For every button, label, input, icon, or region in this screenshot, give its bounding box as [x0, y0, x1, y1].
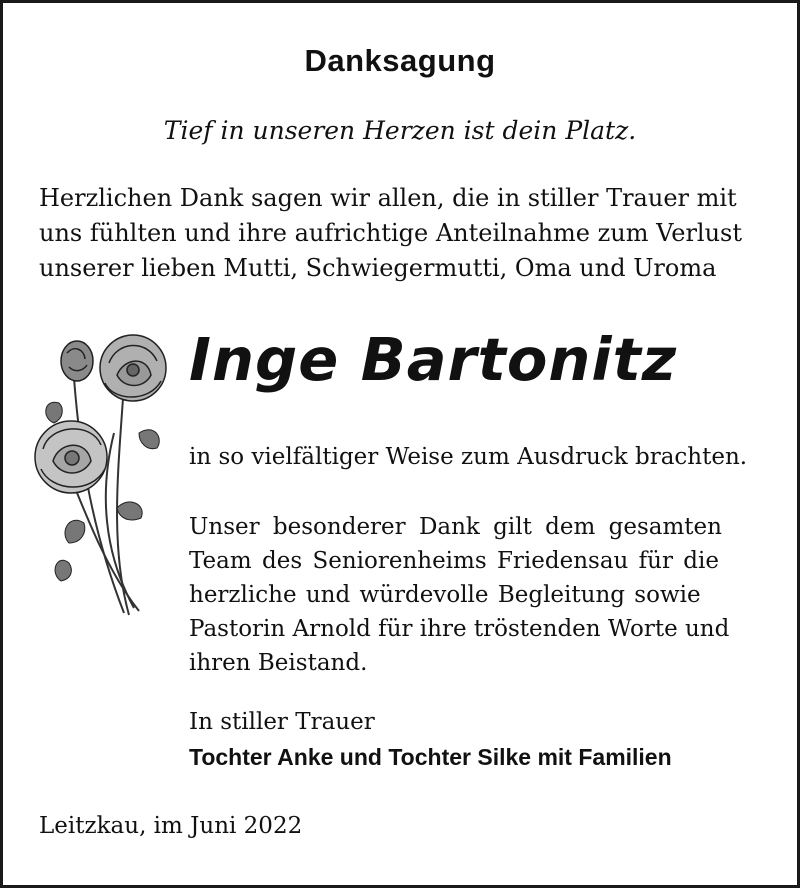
signature-names: Tochter Anke und Tochter Silke mit Familien — [189, 744, 672, 770]
roses-illustration — [29, 323, 179, 623]
intro-line: uns fühlten und ihre aufrichtige Anteilnahme zum Verlust — [39, 219, 743, 247]
thanks-line: ihren Beistand. — [189, 650, 368, 676]
thanks-line: Pastorin Arnold für ihre tröstenden Worte und — [189, 616, 730, 642]
thanks-line: herzliche und würdevolle Begleitung sowie — [189, 582, 701, 608]
deceased-name: Inge Bartonitz — [189, 325, 678, 394]
intro-line: Herzlichen Dank sagen wir allen, die in stiller Trauer mit — [39, 184, 737, 212]
motto: Tief in unseren Herzen ist dein Platz. — [163, 116, 637, 145]
intro-paragraph — [39, 181, 769, 286]
thanks-line: Unser besonderer Dank gilt dem gesamten — [189, 514, 722, 540]
intro-line: unserer lieben Mutti, Schwiegermutti, Oma und Uroma — [39, 254, 717, 282]
thanks-line: Team des Seniorenheims Friedensau für die — [189, 548, 719, 574]
signature-intro: In stiller Trauer — [189, 709, 375, 735]
place-date: Leitzkau, im Juni 2022 — [39, 813, 303, 839]
thanks-paragraph — [189, 510, 769, 680]
notice-title: Danksagung — [304, 43, 496, 78]
expression-line: in so vielfältiger Weise zum Ausdruck brachten. — [189, 444, 748, 470]
